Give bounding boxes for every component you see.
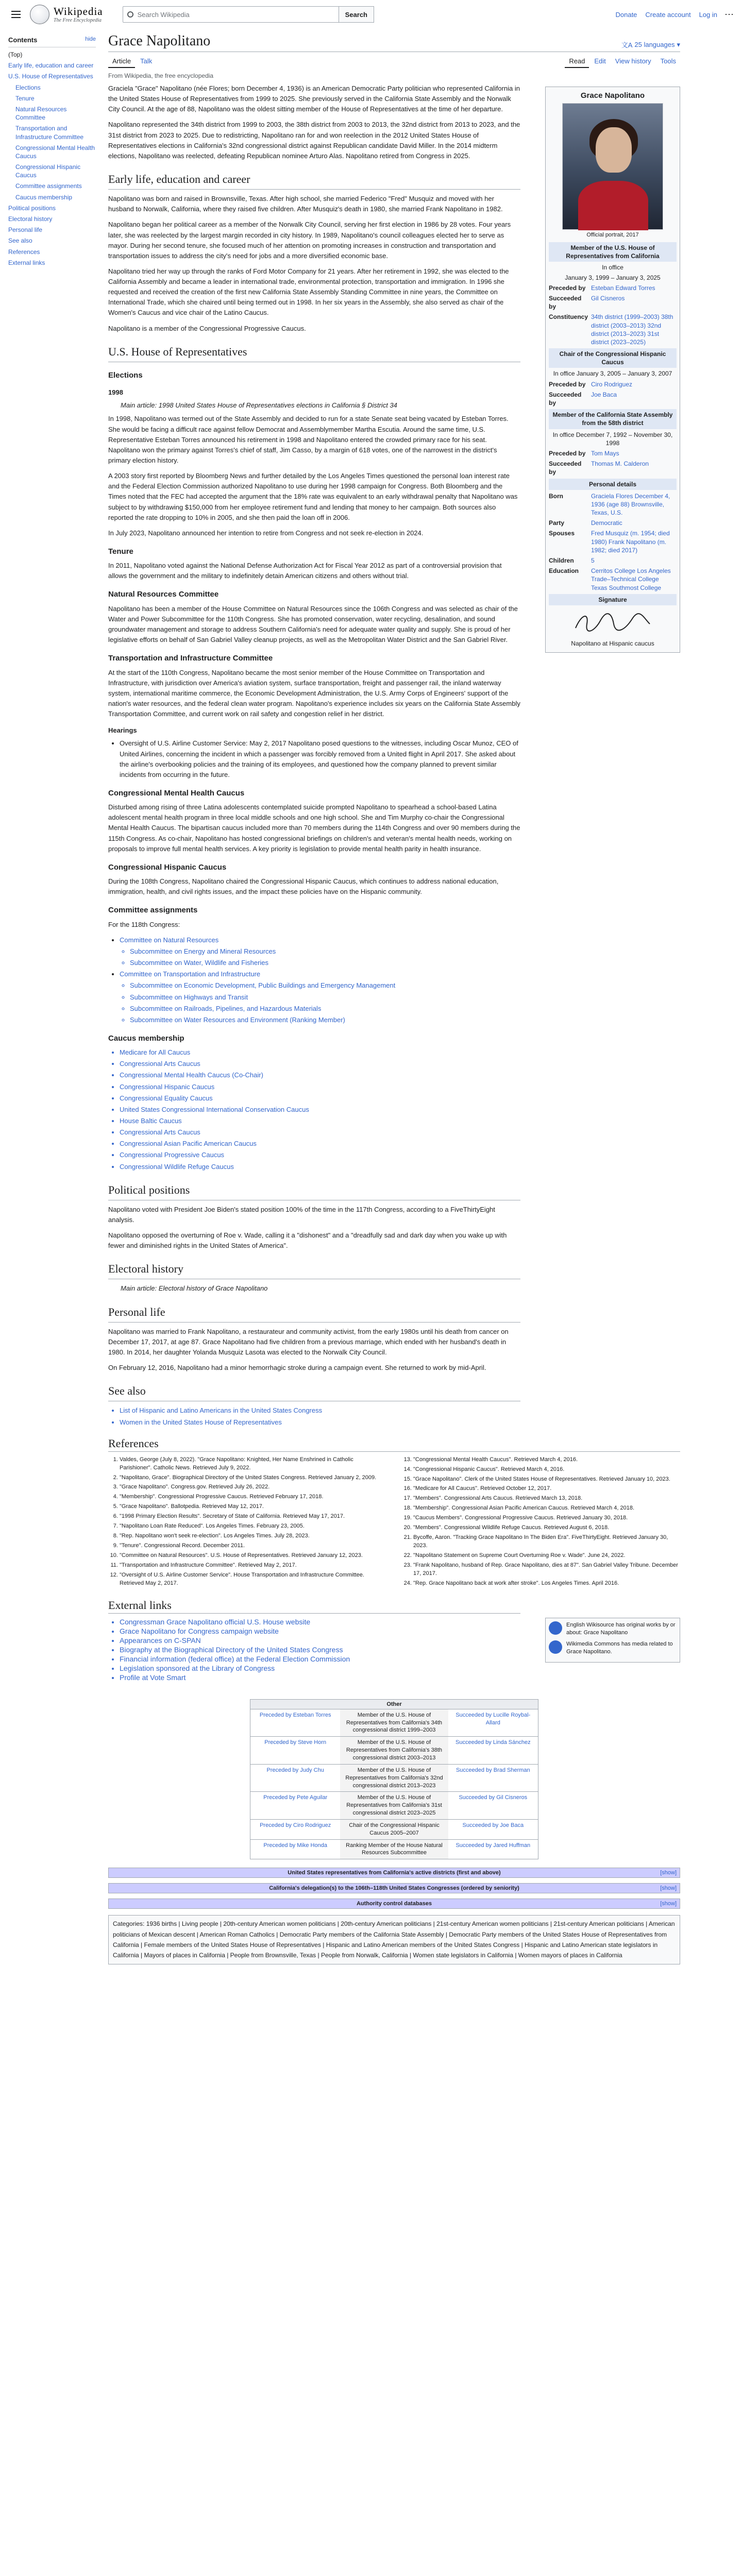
toc-item[interactable]: See also [8,237,32,245]
infobox-header: Signature [549,594,677,605]
toc-hide-button[interactable]: hide [85,36,96,42]
succession-row [250,1819,538,1839]
signature-image [571,608,654,636]
paragraph: At the start of the 110th Congress, Napolitano became the most senior member of the House Committee on Transportation and Infrastructure, with jurisdiction over America's aviation system, surface transportation, freight and passenger rail, the inland waterway system, international maritime commerce, the Economic Development Administration, the U.S. Army Corps of Engineers' support of the nation's water resources, and the federal clean water program. Napolitano's experience includes six years on the California State Assembly Transportation Committee, and current work on rail safety and congestion relief in her district. [108,668,520,718]
succession-preceded[interactable]: Preceded by Esteban Torres [259,1711,331,1718]
caucus-link[interactable]: • Congressional Asian Pacific American Caucus [120,1139,520,1149]
infobox-text: Napolitano at Hispanic caucus [571,639,654,647]
succession-preceded[interactable]: Preceded by Mike Honda [263,1842,327,1849]
subcommittee-link[interactable]: ◦ Subcommittee on Energy and Mineral Resources [130,946,520,957]
subcommittee-link[interactable]: ◦ Subcommittee on Railroads, Pipelines, and Hazardous Materials [130,1004,520,1014]
reference-item: 21. Bycoffe, Aaron. "Tracking Grace Napolitano In The Biden Era". FiveThirtyEight. Retrieved January 30, 2023. [413,1534,680,1550]
navbox-title [109,1899,680,1908]
navbox-show-button[interactable]: [show] [660,1901,677,1907]
external-link[interactable]: • Appearances on C-SPAN [120,1636,510,1645]
infobox-label: Succeeded by [549,294,582,311]
toc-item[interactable]: Committee assignments [15,182,82,190]
subcommittee-link[interactable]: ◦ Subcommittee on Highways and Transit [130,992,520,1003]
tagline: The Free Encyclopedia [54,17,102,23]
paragraph: Graciela "Grace" Napolitano (née Flores; born December 4, 1936) is an American Democratic Party politician who represented California in the United States House of Representatives from 1999 to 2025. She previously served in the California State Assembly and the Norwalk City Council. At the age of 88, Napolitano was the oldest sitting member of the House of Representatives at the time of her departure. [108,84,520,113]
navbox [108,1868,680,1878]
infobox-label: Preceded by [549,284,586,292]
toc-item[interactable]: Electoral history [8,215,53,223]
personal-tools [615,11,717,19]
toc-item[interactable]: References [8,248,40,256]
subsection-hearings: Hearings [108,726,137,735]
caucus-link[interactable]: • House Baltic Caucus [120,1116,520,1126]
language-button[interactable]: 文A 25 languages ▾ [621,40,680,49]
paragraph: A 2003 story first reported by Bloomberg News and further detailed by the Los Angeles Times questioned the personal loan interest rate and the Federal Election Commission authorized Napolitano to use during her 1998 campaign for Congress. Both Bloomberg and the Times noted that the FEC had accepted the argument that the 18% rate was equivalent to an early withdrawal penalty that Napolitano was subject to by withdrawing $150,000 from her employee retirement fund and lending that money to her campaign. Both sources also reported the rate dropping to 10% in 2005, and she then paid the loan off in 2006. [108,472,518,521]
paragraph: In 1998, Napolitano was termed out of the State Assembly and decided to run for a state Senate seat being vacated by Esteban Torres. She would be facing a difficult race against fellow Democrat and Assemblymember Martha Escutia. Around the same time, U.S. Representative Esteban Torres announced his retirement in 1998 and Napolitano entered the crowded primary race for his seat. Napolitano won the primary against Torres's chief of staff, Jim Casso, by a margin of 618 votes, one of the narrowest in the district's primary election history. [108,415,509,464]
sister-project[interactable] [549,1621,677,1637]
toc-item[interactable]: Early life, education and career [8,62,94,70]
tab-view-history[interactable]: View history [615,57,651,65]
navbox-title-text[interactable]: Authority control databases [356,1901,432,1907]
reference-item: 17. "Members". Congressional Arts Caucus. Retrieved March 13, 2018. [413,1495,680,1503]
infobox-value[interactable]: Joe Baca [591,391,617,398]
paragraph: Napolitano was married to Frank Napolitano, a restaurateur and community activist, from the early 1980s until his death from cancer on December 17, 2017, at age 87. Grace Napolitano had five children from a previous marriage, which ended with her husband's death in 1980. In 2014, her daughter Yolanda Musquiz Lasota was elected to the Norwalk City Council. [108,1327,509,1356]
section-electoral: Electoral history [108,1260,520,1279]
succession-office: Member of the U.S. House of Representatives from California's 31st congressional district 2023–2025 [340,1792,448,1819]
reference-item: 7. "Napolitano Loan Rate Reduced". Los Angeles Times. February 23, 2005. [120,1522,386,1531]
infobox-row [549,519,677,527]
navbox-title-text[interactable]: United States representatives from California's active districts (first and above) [288,1870,501,1876]
navbox-title [109,1868,680,1877]
succession-succeeded[interactable]: Succeeded by Gil Cisneros [459,1794,528,1801]
navbox-title-text[interactable]: California's delegation(s) to the 106th–118th United States Congresses (ordered by seniority) [269,1885,519,1892]
navbox-show-button[interactable]: [show] [660,1885,677,1892]
hatnote: Main article: 1998 United States House of Representatives elections in California § District 34 [121,401,397,410]
chevron-down-icon: ▾ [677,40,680,48]
navbox-show-button[interactable]: [show] [660,1870,677,1876]
subsection-chc: Congressional Hispanic Caucus [108,862,227,872]
section-references: References [108,1437,680,1452]
site-sub: From Wikipedia, the free encyclopedia [108,72,214,79]
main-menu-icon[interactable] [8,6,25,23]
caucus-link[interactable]: • Congressional Wildlife Refuge Caucus [120,1162,520,1172]
reference-item: 19. "Caucus Members". Congressional Progressive Caucus. Retrieved January 30, 2018. [413,1514,680,1522]
translate-icon: 文A [621,41,633,49]
search-icon [127,11,133,18]
caucus-link[interactable]: • Congressional Hispanic Caucus [120,1082,520,1092]
sister-project-icon [549,1640,562,1654]
caucus-link[interactable]: • Congressional Arts Caucus [120,1059,520,1069]
tab-talk[interactable]: Talk [140,57,153,65]
subsection-tic: Transportation and Infrastructure Committee [108,654,273,663]
infobox-row [549,391,677,407]
infobox-label: Born [549,492,563,500]
section-external: External links [108,1599,520,1614]
reference-item: 20. "Members". Congressional Wildlife Refuge Caucus. Retrieved August 6, 2018. [413,1524,680,1532]
paragraph: Napolitano tried her way up through the ranks of Ford Motor Company for 21 years. After her retirement in 1992, she was elected to the California Assembly and became a leader in international trade, environmental protection, transportation and immigration. In 1996 she requested and received the creation of the first new California State Assembly Standing Committee in nine years, the Committee on International Trade, which she chaired until being termed out in 1998. In her six years in the Assembly, she also served as chair of the Women's Caucus and vice chair of the Latino Caucus. [108,267,509,317]
reference-list [108,1456,680,1589]
succession-row [250,1709,538,1737]
see-also-link[interactable]: • List of Hispanic and Latino Americans in the United States Congress [120,1405,520,1416]
committee-item [120,935,520,968]
succession-succeeded[interactable]: Succeeded by Linda Sánchez [456,1739,531,1746]
paragraph: Disturbed among rising of three Latina adolescents contemplated suicide prompted Napolitano to spearhead a school-based Latina adolescent mental health program in three local middle schools and one high school. She and Tim Murphy co-chair the Congressional Mental Health Caucus. The bipartisan caucus included more than 70 members during the 114th Congress and over 90 members during the 115th Congress. As co-chair, Napolitano has hosted congressional briefings on children's and veteran's mental health needs, working on proposals to improve full mental health services. A key priority is legislation to provide mental health parity in health insurance. [108,803,520,853]
infobox-text: In office January 3, 2005 – January 3, 2007 [553,370,672,378]
sister-project-text: Wikimedia Commons has media related to Grace Napolitano. [566,1640,673,1655]
paragraph: On February 12, 2016, Napolitano had a minor hemorrhagic stroke during a campaign event. She returned to work by mid-April. [108,1364,486,1372]
globe-icon [30,5,49,24]
paragraph: Napolitano represented the 34th district from 1999 to 2003, the 38th district from 2003 to 2013, the 32nd district from 2013 to 2023, and the 31st district from 2023 to 2025. Due to redistricting, Napolitano ran for and won reelection in the 2012 United States House of Representatives elections in California's 32nd congressional district against Republican candidate David Miller. In the 2014 midterm elections, Napolitano was reelected, defeating Republican nominee Arturo Alas. Napolitano retired from Congress in 2025. [108,121,520,160]
infobox-label: Education [549,567,579,575]
infobox-header: Chair of the Congressional Hispanic Caucus [549,348,677,368]
infobox-header: Member of the U.S. House of Representatives from California [549,242,677,262]
paragraph: Napolitano was born and raised in Brownsville, Texas. After high school, she married Federico "Fred" Musquiz and moved with her husband to Norwalk, California, where they raised five children. After Musquiz's death in 1980, she married Frank Napolitano in 1982. [108,195,503,213]
succession-succeeded[interactable]: Succeeded by Joe Baca [462,1822,524,1828]
tab-read[interactable]: Read [565,55,589,68]
reference-item: 5. "Grace Napolitano". Ballotpedia. Retrieved May 12, 2017. [120,1503,386,1511]
external-link[interactable]: • Financial information (federal office) at the Federal Election Commission [120,1655,510,1663]
section-personal: Personal life [108,1303,520,1323]
succession-preceded[interactable]: Preceded by Ciro Rodriguez [260,1822,331,1828]
reference-item: 8. "Rep. Napolitano won't seek re-election". Los Angeles Times. July 28, 2023. [120,1532,386,1540]
infobox-value[interactable]: Democratic [591,519,622,527]
paragraph: In July 2023, Napolitano announced her intention to retire from Congress and not seek re-election in 2024. [108,529,424,537]
infobox-label: Constituency [549,313,588,321]
main-content [108,29,680,1964]
search-form [123,6,374,23]
succession-office: Chair of the Congressional Hispanic Caucus 2005–2007 [340,1820,448,1839]
infobox-value[interactable]: Cerritos College Los Angeles Trade–Technical College Texas Southmost College [591,567,671,591]
catlinks[interactable]: Categories: 1936 births | Living people | 20th-century American women politicians | 20th-century American politicians | 21st-century American women politicians | 21st-century American politicians | American politicians of Mexican descent | American Roman Catholics | Democratic Party members of the California State Assembly | Democratic Party members of the United States House of Representatives from California | Female members of the United States House of Representatives | Hispanic and Latino American members of the United States Congress | Hispanic and Latino American state legislators in California | Mayors of places in California | People from Brownsville, Texas | People from Norwalk, California | Women state legislators in California | Women mayors of places in California [108,1915,680,1964]
subsection-tenure: Tenure [108,547,133,556]
infobox-label: Children [549,557,574,564]
caucus-link[interactable]: • United States Congressional International Conservation Caucus [120,1105,520,1115]
caucus-link[interactable]: • Congressional Equality Caucus [120,1093,520,1104]
succession-office: Member of the U.S. House of Representatives from California's 32nd congressional district 2013–2023 [340,1765,448,1792]
infobox-label: Succeeded by [549,460,582,476]
portrait-caption: Official portrait, 2017 [586,232,639,238]
subcommittee-link[interactable]: ◦ Subcommittee on Economic Development, Public Buildings and Emergency Management [130,980,520,991]
infobox [545,87,680,653]
subcommittee-link[interactable]: ◦ Subcommittee on Water Resources and Environment (Ranking Member) [130,1015,520,1025]
sister-project[interactable] [549,1640,677,1656]
infobox-value[interactable]: Thomas M. Calderon [591,460,649,468]
paragraph: Napolitano is a member of the Congressional Progressive Caucus. [108,324,306,332]
infobox-row [549,284,677,292]
succession-row [250,1839,538,1859]
toc-item[interactable]: Tenure [15,94,35,102]
reference-item: 22. "Napolitano Statement on Supreme Court Overturning Roe v. Wade". June 24, 2022. [413,1552,680,1560]
see-also-link[interactable]: • Women in the United States House of Representatives [120,1417,520,1428]
toc-heading: Contents [8,36,38,44]
wikipedia-logo[interactable] [30,5,103,24]
search-placeholder: Search Wikipedia [137,10,190,19]
caucus-link[interactable]: • Congressional Mental Health Caucus (Co-Chair) [120,1070,520,1080]
toc-item[interactable]: Caucus membership [15,193,73,201]
section-political: Political positions [108,1181,520,1200]
search-button[interactable]: Search [339,6,374,23]
infobox-row [549,492,677,517]
infobox-text: In office December 7, 1992 – November 30, 1998 [552,431,673,447]
infobox-row [549,529,677,554]
external-link[interactable]: • Biography at the Biographical Directory of the United States Congress [120,1646,510,1654]
infobox-value[interactable]: Tom Mays [591,449,619,457]
section-see-also: See also [108,1382,520,1401]
more-options-icon[interactable]: ⋯ [724,9,734,20]
list-item: • Oversight of U.S. Airline Customer Service: May 2, 2017 Napolitano posed questions to the witnesses, including Oscar Munoz, CEO of United Airlines, concerning the incident in which a passenger was forcibly removed from a United flight in April 2017. She asked about the airline's overbooking policies and the training of its employees, and questioned how the company planned to prevent similar incidents from occurring in the future. [120,738,520,780]
succession-head: Other [250,1700,538,1709]
toc-item[interactable]: External links [8,259,45,266]
reference-item: 12. "Oversight of U.S. Airline Customer Service". House Transportation and Infrastructure Committee. Retrieved May 2, 2017. [120,1571,386,1588]
toc-item[interactable]: Personal life [8,226,43,234]
caucus-link[interactable]: • Congressional Progressive Caucus [120,1150,520,1160]
infobox-value[interactable]: Esteban Edward Torres [591,284,655,292]
reference-item: 13. "Congressional Mental Health Caucus". Retrieved March 4, 2016. [413,1456,680,1464]
reference-item: 3. "Grace Napolitano". Congress.gov. Retrieved July 26, 2022. [120,1483,386,1492]
toc-item[interactable]: Political positions [8,204,56,212]
site-header [0,0,742,29]
external-link[interactable]: • Grace Napolitano for Congress campaign website [120,1627,510,1635]
infobox-label: Preceded by [549,380,586,388]
paragraph: Napolitano has been a member of the House Committee on Natural Resources since the 106th Congress and was selected as chair of the Water and Power Subcommittee for the 110th Congress. She has promoted conservation, water recycling, desalination, and sound groundwater management and storage to address Southern California's need for adequate water quality and supply. She is proud of her legislative efforts on behalf of San Gabriel Valley cleanup projects, as well as the Metropolitan Water District and the San Gabriel River. [108,604,518,644]
navbox-title [109,1884,680,1893]
infobox-header: Personal details [549,479,677,490]
caucus-link[interactable]: • Congressional Arts Caucus [120,1127,520,1138]
paragraph: In 2011, Napolitano voted against the National Defense Authorization Act for Fiscal Year 2012 as part of a controversial provision that allows the government and the military to indefinitely detain American citizens and others without trial. [108,562,502,580]
infobox-value[interactable]: 5 [591,557,595,564]
sister-project-text: English Wikisource has original works by or about: Grace Napolitano [566,1621,676,1636]
succession-succeeded[interactable]: Succeeded by Lucille Roybal-Allard [456,1711,531,1726]
succession-row [250,1736,538,1764]
infobox-value[interactable]: Graciela Flores December 4, 1936 (age 88) Brownsville, Texas, U.S. [591,492,670,517]
infobox-row [549,460,677,476]
navbox [108,1899,680,1909]
subsection-committee-assignments: Committee assignments [108,906,198,915]
caucus-link[interactable]: • Medicare for All Caucus [120,1047,520,1058]
table-of-contents [8,36,96,269]
infobox-row [549,294,677,311]
external-link[interactable]: • Congressman Grace Napolitano official U.S. House website [120,1618,510,1626]
toc-item[interactable]: Congressional Mental Health Caucus [15,144,95,160]
paragraph: Napolitano began her political career as a member of the Norwalk City Council, serving her first election in 1986 by 28 votes. Four years later, she was reelected by the largest margin recorded in city history. In 1989, Napolitano's council colleagues elected her to serve as mayor. During her second tenure, she focused much of her attention on promoting increases in construction and transportation and transportation issues to address the city's need for jobs and a more diversified economic base. [108,221,511,260]
reference-item: 2. "Napolitano, Grace". Biographical Directory of the United States Congress. Retrieved January 2, 2009. [120,1474,386,1482]
reference-item: 4. "Membership". Congressional Progressive Caucus. Retrieved February 17, 2018. [120,1493,386,1501]
portrait-image[interactable] [562,103,663,230]
succession-row [250,1791,538,1819]
sister-project-icon [549,1621,562,1635]
infobox-row [549,313,677,346]
tab-edit[interactable]: Edit [594,57,606,65]
reference-item: 10. "Committee on Natural Resources". U.S. House of Representatives. Retrieved January 12, 2023. [120,1552,386,1560]
toc-item[interactable]: Natural Resources Committee [15,105,67,122]
reference-item: 24. "Rep. Grace Napolitano back at work after stroke". Los Angeles Times. April 2016. [413,1580,680,1588]
reference-item: 16. "Medicare for All Caucus". Retrieved October 12, 2017. [413,1485,680,1493]
hatnote: Main article: Electoral history of Grace Napolitano [121,1284,268,1293]
header-link[interactable]: Create account [645,10,691,19]
reference-item: 9. "Tenure". Congressional Record. December 2011. [120,1542,386,1550]
subsection-1998: 1998 [108,388,123,397]
subcommittee-link[interactable]: ◦ Subcommittee on Water, Wildlife and Fisheries [130,958,520,968]
reference-item: 18. "Membership". Congressional Asian Pacific American Caucus. Retrieved March 4, 2018. [413,1504,680,1513]
committee-link[interactable]: Committee on Natural Resources [120,936,219,944]
reference-item: 15. "Grace Napolitano". Clerk of the United States House of Representatives. Retrieved January 10, 2023. [413,1476,680,1484]
header-link[interactable]: Log in [699,10,717,19]
infobox-label: Succeeded by [549,391,582,406]
subsection-mhc: Congressional Mental Health Caucus [108,788,245,798]
infobox-text: January 3, 1999 – January 3, 2025 [565,274,661,281]
succession-office: Member of the U.S. House of Representatives from California's 38th congressional district 2003–2013 [340,1737,448,1764]
infobox-row [549,567,677,592]
paragraph: During the 108th Congress, Napolitano chaired the Congressional Hispanic Caucus, which continues to address national education, immigration, health, and civil rights issues, and the impact these policies have on the Hispanic community. [108,877,499,896]
infobox-header: Member of the California State Assembly from the 58th district [549,409,677,429]
subsection-caucus: Caucus membership [108,1033,184,1043]
succession-succeeded[interactable]: Succeeded by Jared Huffman [456,1842,531,1849]
paragraph: Napolitano opposed the overturning of Roe v. Wade, calling it a "dishonest" and a "dreadfully sad and dark day when you wake up with fewer and diminished rights in the United States of America". [108,1231,507,1250]
committee-item [120,969,520,1025]
wordmark: Wikipedia [54,5,103,18]
reference-item: 6. "1998 Primary Election Results". Secretary of State of California. Retrieved May 17, 2017. [120,1513,386,1521]
committee-link[interactable]: Committee on Transportation and Infrastructure [120,970,261,978]
reference-item: 23. "Frank Napolitano, husband of Rep. Grace Napolitano, dies at 87". San Gabriel Valley Tribune. December 17, 2017. [413,1562,680,1578]
infobox-label: Spouses [549,530,575,537]
tab-article[interactable]: Article [108,55,135,68]
succession-office: Member of the U.S. House of Representatives from California's 34th congressional district 1999–2003 [340,1709,448,1737]
toc-item[interactable]: Transportation and Infrastructure Committee [15,125,84,141]
reference-item: 1. Valdes, George (July 8, 2022). "Grace Napolitano: Knighted, Her Name Enshrined in Catholic Parishioner". Catholic News. Retrieved July 9, 2022. [120,1456,386,1472]
infobox-title: Grace Napolitano [580,91,645,100]
infobox-label: Party [549,519,565,527]
external-link[interactable]: • Legislation sponsored at the Library of Congress [120,1664,510,1672]
succession-preceded[interactable]: Preceded by Steve Horn [264,1739,327,1746]
infobox-value[interactable]: 34th district (1999–2003) 38th district (2003–2013) 32nd district (2013–2023) 31st district (2023–2025) [591,313,673,346]
article-body [108,83,520,1428]
subsection-elections: Elections [108,370,143,380]
infobox-value[interactable]: Gil Cisneros [591,294,625,302]
reference-item: 14. "Congressional Hispanic Caucus". Retrieved March 4, 2016. [413,1466,680,1474]
succession-succeeded[interactable]: Succeeded by Brad Sherman [456,1767,530,1773]
paragraph: Napolitano voted with President Joe Biden's stated position 100% of the time in the 117th Congress, according to a FiveThirtyEight analysis. [108,1205,495,1224]
toc-item[interactable]: Elections [15,83,41,91]
infobox-row [549,380,677,388]
toc-item[interactable]: (Top) [8,51,23,58]
subsection-nrc: Natural Resources Committee [108,590,219,599]
tab-tools[interactable]: Tools [660,57,676,65]
toc-item[interactable]: Congressional Hispanic Caucus [15,163,81,179]
infobox-value[interactable]: Ciro Rodriguez [591,380,633,388]
external-link[interactable]: • Profile at Vote Smart [120,1673,510,1682]
reference-item: 11. "Transportation and Infrastructure Committee". Retrieved May 2, 2017. [120,1562,386,1570]
infobox-row [549,449,677,457]
infobox-label: Preceded by [549,449,586,457]
page-title: Grace Napolitano [108,33,211,49]
search-input[interactable] [123,6,339,23]
toc-item[interactable]: U.S. House of Representatives [8,73,93,80]
succession-row [250,1764,538,1792]
infobox-value[interactable]: Fred Musquiz (m. 1954; died 1980) Frank Napolitano (m. 1982; died 2017) [591,530,670,554]
succession-preceded[interactable]: Preceded by Judy Chu [266,1767,324,1773]
navbox [108,1883,680,1893]
infobox-row [549,556,677,565]
section-house: U.S. House of Representatives [108,343,520,362]
section-early-life: Early life, education and career [108,171,520,190]
committee-intro: For the 118th Congress: [108,920,180,928]
sister-projects-box [545,1618,680,1663]
succession-preceded[interactable]: Preceded by Pete Aguilar [263,1794,328,1801]
infobox-text: In office [602,264,623,272]
header-link[interactable]: Donate [615,10,637,19]
succession-box [250,1699,538,1860]
succession-office: Ranking Member of the House Natural Resources Subcommittee [340,1840,448,1859]
